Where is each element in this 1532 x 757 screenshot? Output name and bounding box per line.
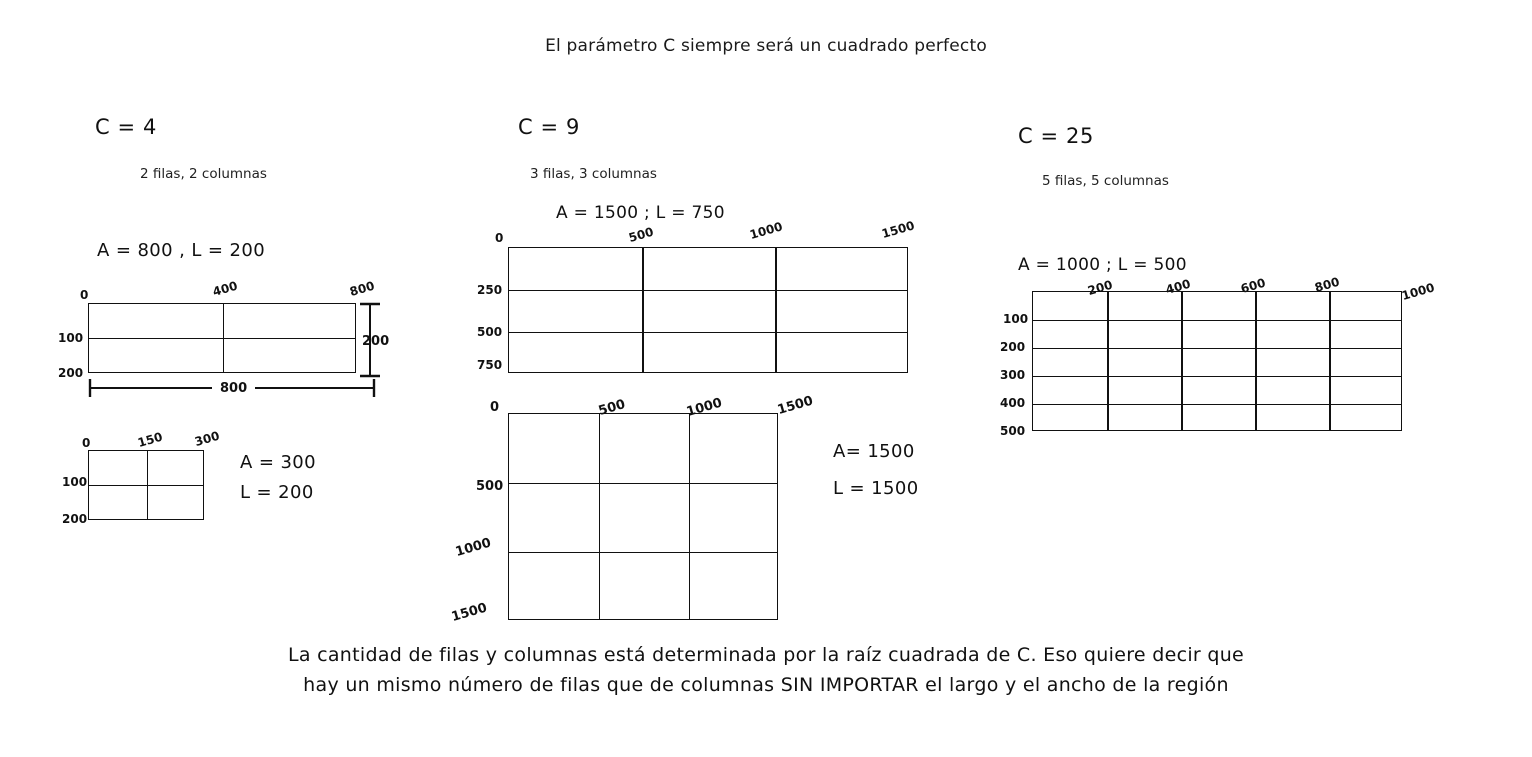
tick-x-c9-1-3: 1500 bbox=[880, 218, 917, 241]
tick-x-c9-2-2: 1000 bbox=[684, 395, 724, 420]
measure-height-c4-1: 200 bbox=[362, 334, 390, 349]
tick-y-c4-2-2: 200 bbox=[62, 512, 88, 526]
tick-x-c25-1: 200 bbox=[1086, 277, 1115, 298]
grid-line-horizontal bbox=[509, 483, 777, 484]
tick-y-c4-1-2: 200 bbox=[58, 366, 84, 380]
grid-line-vertical bbox=[223, 304, 224, 372]
tick-x-c4-1-0: 0 bbox=[80, 288, 89, 302]
grid-line-horizontal bbox=[1033, 376, 1401, 377]
annotation-c9-grid-2-line1: A= 1500 bbox=[833, 441, 915, 462]
annotation-c9-grid-2-line2: L = 1500 bbox=[833, 478, 919, 499]
tick-y-c9-1-2: 500 bbox=[477, 325, 503, 339]
tick-y-c4-2-1: 100 bbox=[62, 475, 88, 489]
tick-x-c9-1-2: 1000 bbox=[748, 219, 785, 242]
footer-text bbox=[0, 640, 1532, 700]
measure-width-c4-1: 800 bbox=[212, 381, 255, 396]
grid-line-vertical bbox=[1181, 292, 1183, 430]
grid-line-vertical bbox=[147, 451, 148, 519]
tick-y-c25-2: 200 bbox=[1000, 340, 1026, 354]
tick-x-c4-1-2: 800 bbox=[348, 278, 377, 299]
tick-x-c25-5: 1000 bbox=[1400, 280, 1437, 303]
footer-line-1: La cantidad de filas y columnas está determinada por la raíz cuadrada de C. Eso quiere decir que bbox=[287, 644, 1245, 666]
tick-x-c9-2-0: 0 bbox=[490, 400, 500, 415]
tick-x-c9-1-1: 500 bbox=[627, 224, 656, 245]
section-rowscols-c4: 2 filas, 2 columnas bbox=[140, 166, 267, 182]
tick-x-c25-3: 600 bbox=[1239, 275, 1268, 296]
grid-line-vertical bbox=[599, 414, 600, 619]
tick-x-c9-1-0: 0 bbox=[495, 231, 504, 245]
section-label-c9: C = 9 bbox=[518, 115, 580, 139]
section-label-c4: C = 4 bbox=[95, 115, 157, 139]
grid-line-horizontal bbox=[509, 552, 777, 553]
page-title: El parámetro C siempre será un cuadrado perfecto bbox=[545, 36, 987, 56]
tick-y-c25-5: 500 bbox=[1000, 424, 1026, 438]
grid-line-horizontal bbox=[89, 485, 203, 486]
section-rowscols-c9: 3 filas, 3 columnas bbox=[530, 166, 657, 182]
grid-c25-1 bbox=[1032, 291, 1402, 431]
tick-x-c4-2-1: 150 bbox=[136, 429, 165, 450]
annotation-c4-grid-2-line2: L = 200 bbox=[240, 482, 314, 503]
tick-x-c9-2-3: 1500 bbox=[775, 393, 815, 418]
grid-line-vertical bbox=[1255, 292, 1257, 430]
section-label-c25: C = 25 bbox=[1018, 124, 1094, 148]
tick-y-c25-3: 300 bbox=[1000, 368, 1026, 382]
annotation-c4-grid-2-line1: A = 300 bbox=[240, 452, 316, 473]
tick-y-c9-1-3: 750 bbox=[477, 358, 503, 372]
grid-line-vertical bbox=[689, 414, 690, 619]
grid-line-vertical bbox=[775, 248, 777, 372]
tick-x-c25-4: 800 bbox=[1313, 274, 1342, 295]
grid-line-horizontal bbox=[1033, 404, 1401, 405]
grid-c9-2 bbox=[508, 413, 778, 620]
annotation-c25-grid-1: A = 1000 ; L = 500 bbox=[1018, 255, 1187, 275]
tick-y-c25-1: 100 bbox=[1003, 312, 1029, 326]
grid-c4-1 bbox=[88, 303, 356, 373]
grid-line-vertical bbox=[642, 248, 644, 372]
tick-y-c9-1-1: 250 bbox=[477, 283, 503, 297]
tick-y-c9-2-3: 1500 bbox=[449, 600, 489, 625]
grid-line-horizontal bbox=[509, 290, 907, 291]
grid-c9-1 bbox=[508, 247, 908, 373]
grid-line-horizontal bbox=[1033, 320, 1401, 321]
tick-x-c25-2: 400 bbox=[1164, 276, 1193, 297]
tick-y-c9-2-1: 500 bbox=[476, 479, 504, 494]
tick-x-c4-2-2: 300 bbox=[193, 428, 222, 449]
tick-y-c4-1-1: 100 bbox=[58, 331, 84, 345]
grid-line-vertical bbox=[1107, 292, 1109, 430]
grid-line-horizontal bbox=[1033, 348, 1401, 349]
annotation-c9-grid-1: A = 1500 ; L = 750 bbox=[556, 203, 725, 223]
grid-line-horizontal bbox=[89, 338, 355, 339]
section-rowscols-c25: 5 filas, 5 columnas bbox=[1042, 173, 1169, 189]
tick-x-c4-1-1: 400 bbox=[211, 278, 240, 299]
grid-line-horizontal bbox=[509, 332, 907, 333]
tick-x-c4-2-0: 0 bbox=[82, 436, 91, 450]
grid-line-vertical bbox=[1329, 292, 1331, 430]
annotation-c4-grid-1: A = 800 , L = 200 bbox=[97, 240, 266, 261]
footer-line-2: hay un mismo número de filas que de columnas SIN IMPORTAR el largo y el ancho de la región bbox=[303, 674, 1229, 696]
tick-x-c9-2-1: 500 bbox=[596, 397, 628, 419]
tick-y-c25-4: 400 bbox=[1000, 396, 1026, 410]
tick-y-c9-2-2: 1000 bbox=[453, 535, 493, 560]
grid-c4-2 bbox=[88, 450, 204, 520]
